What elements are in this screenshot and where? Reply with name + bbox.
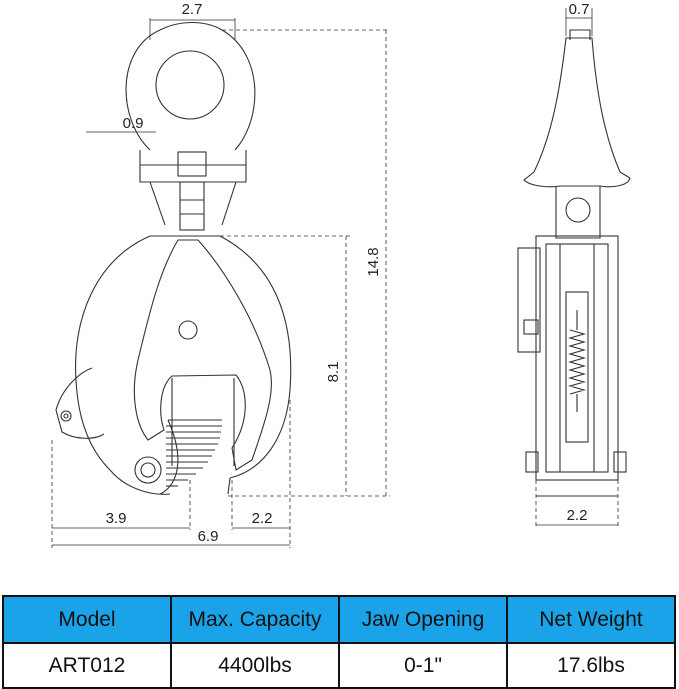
cam-teeth [160, 420, 222, 494]
shackle [524, 30, 630, 238]
cell-jaw-opening: 0-1" [339, 643, 507, 688]
header-net-weight: Net Weight [507, 596, 675, 643]
dim-left-offset: 3.9 [105, 510, 127, 527]
front-view [52, 18, 390, 548]
side-view [518, 8, 630, 528]
table-row [3, 643, 675, 688]
side-dimension-lines [536, 8, 618, 528]
cell-model: ART012 [3, 643, 171, 688]
dim-total-height: 14.8 [365, 247, 382, 277]
dim-side-width: 2.2 [566, 507, 588, 524]
clamp-body [56, 236, 291, 494]
cell-net-weight: 17.6lbs [507, 643, 675, 688]
dim-overall-width: 6.9 [197, 528, 219, 545]
header-max-capacity: Max. Capacity [171, 596, 339, 643]
spec-table [2, 595, 676, 689]
dim-shackle-thickness: 0.7 [568, 1, 590, 18]
lifting-eye [126, 23, 255, 231]
dim-body-height: 8.1 [325, 361, 342, 383]
dim-eye-width: 2.7 [181, 1, 203, 18]
dim-eye-ring: 0.9 [122, 115, 144, 132]
dim-jaw-right: 2.2 [251, 510, 273, 527]
header-jaw-opening: Jaw Opening [339, 596, 507, 643]
cell-max-capacity: 4400lbs [171, 643, 339, 688]
side-body [518, 236, 626, 496]
front-dimension-lines [52, 18, 390, 548]
spring [570, 310, 584, 412]
header-model: Model [3, 596, 171, 643]
table-header-row [3, 596, 675, 643]
